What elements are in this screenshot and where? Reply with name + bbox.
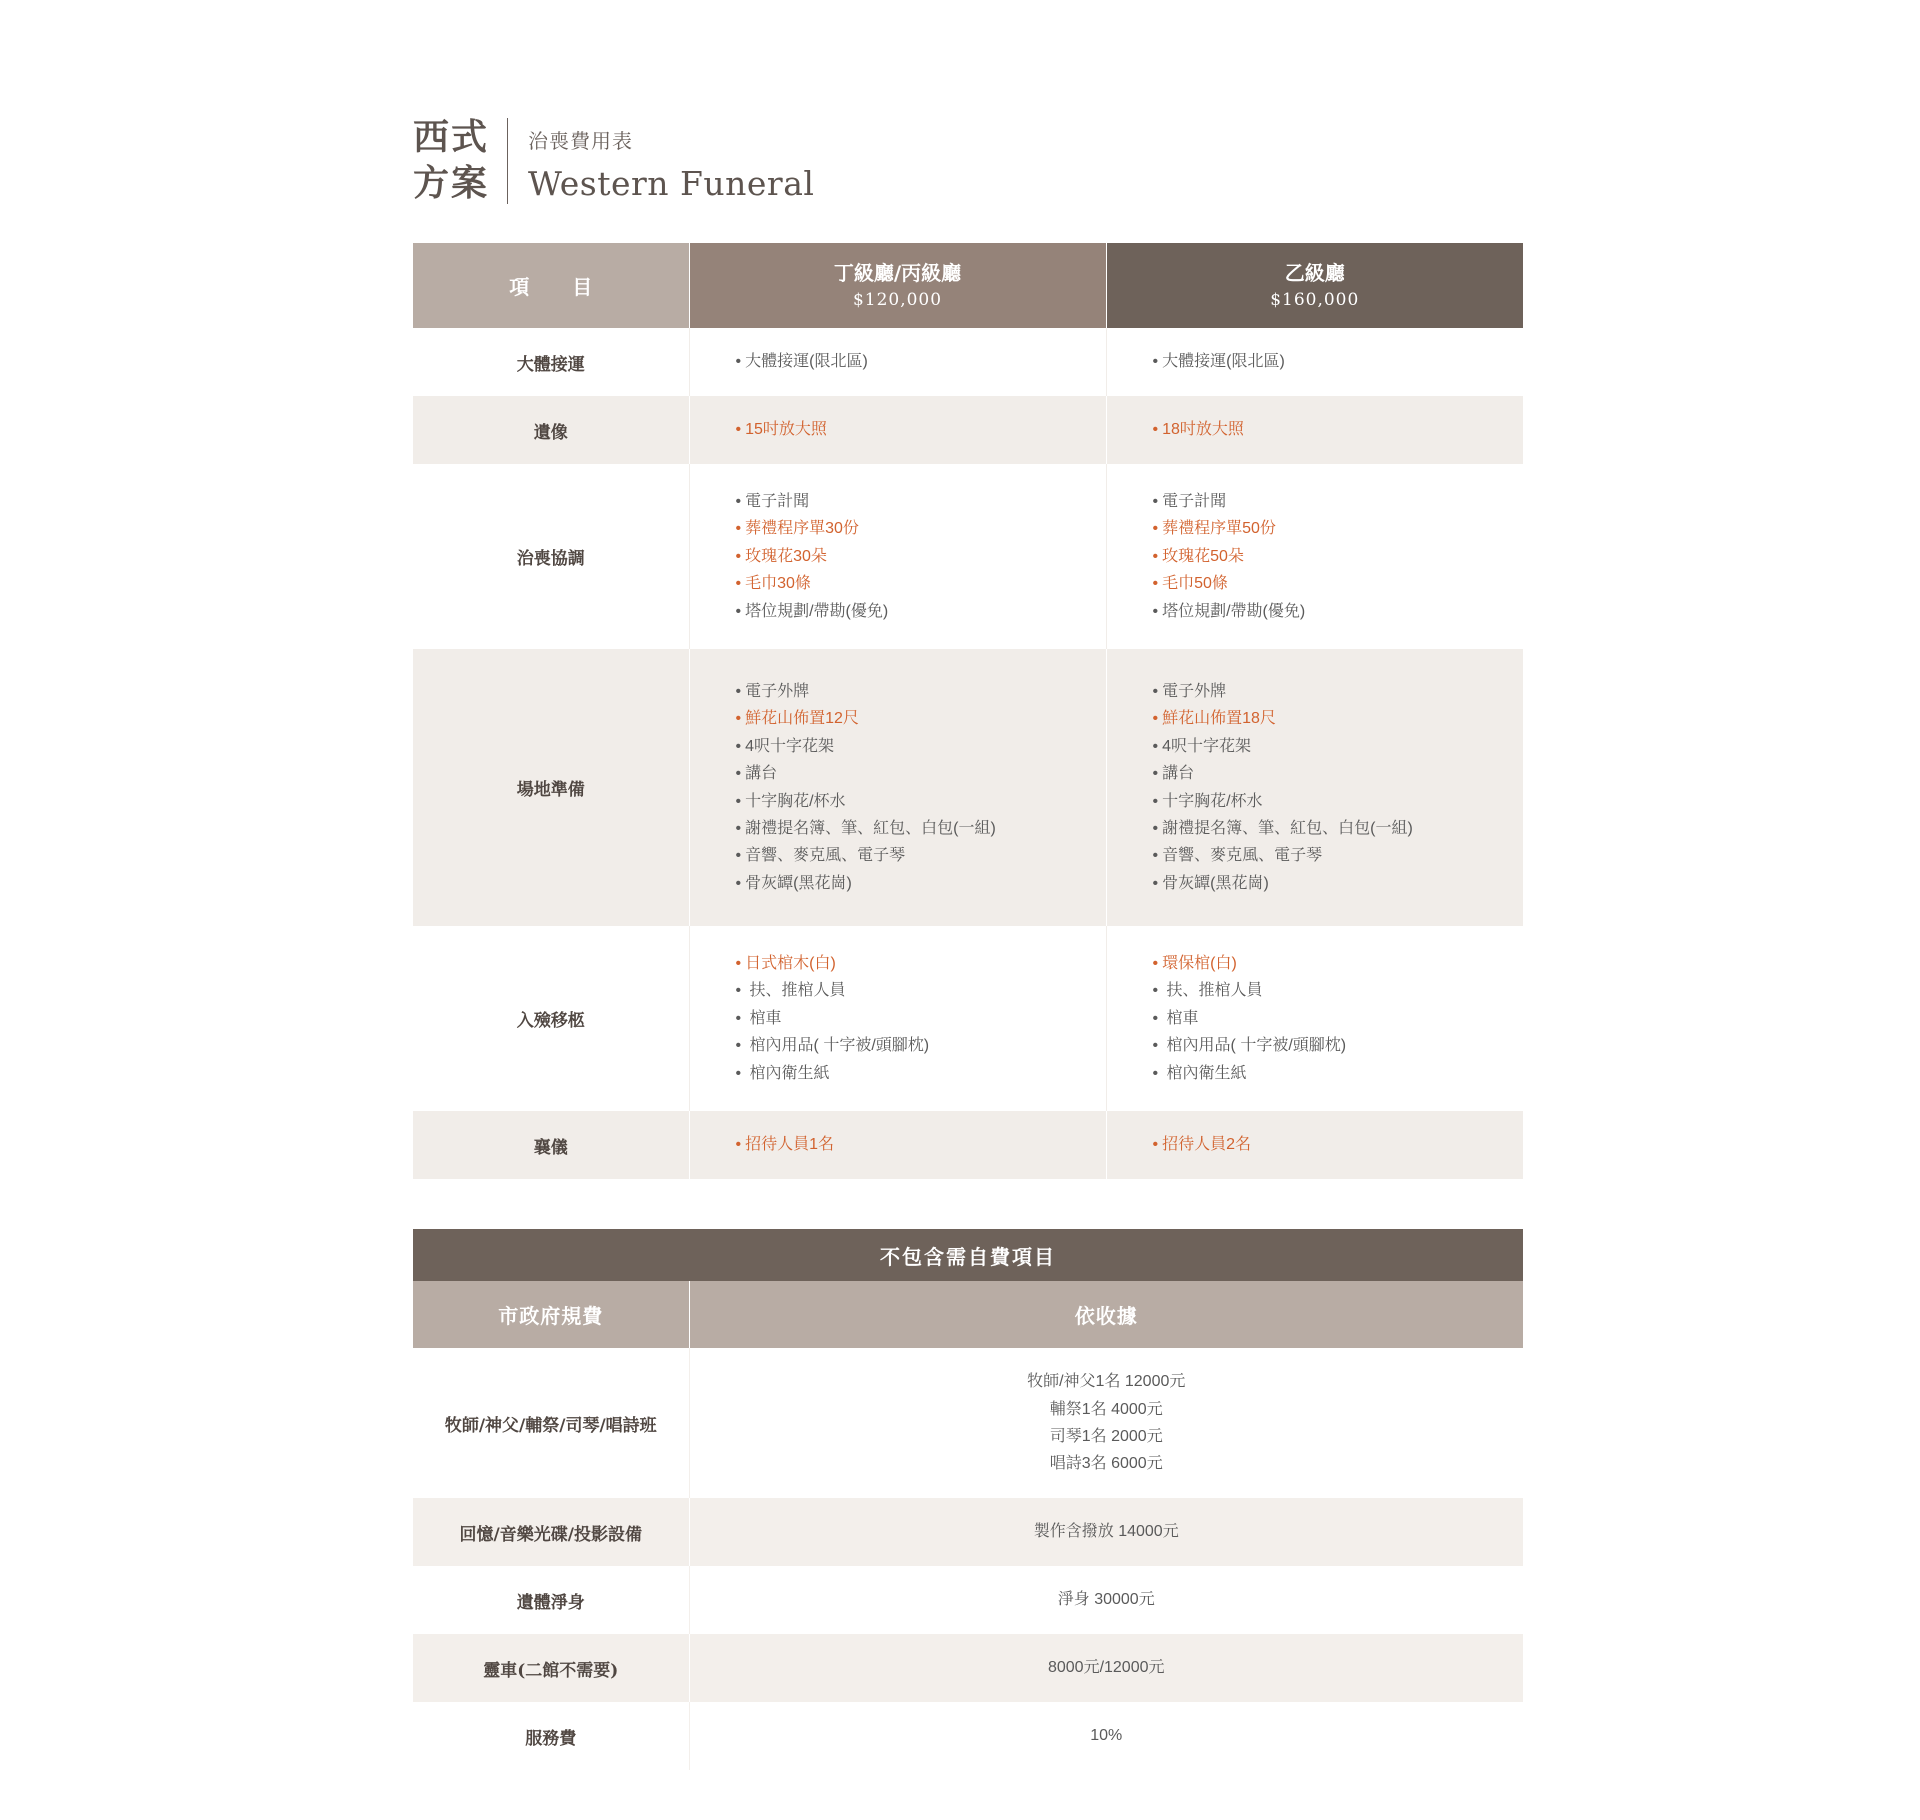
bullet-icon: • bbox=[1152, 982, 1159, 1000]
list-item bbox=[1153, 515, 1524, 542]
list-item bbox=[1153, 598, 1524, 625]
plan-2-cell bbox=[1106, 649, 1523, 926]
list-item-text: 玫瑰花50朵 bbox=[1162, 547, 1244, 565]
extra-row-label: 回憶/音樂光碟/投影設備 bbox=[413, 1498, 689, 1566]
list-item bbox=[1153, 705, 1524, 732]
list-item bbox=[736, 543, 1106, 570]
list-item bbox=[736, 760, 1106, 787]
list-item-text: 電子計聞 bbox=[745, 492, 810, 510]
extra-header-left: 市政府規費 bbox=[413, 1281, 689, 1348]
plan-header-row bbox=[413, 243, 1523, 328]
row-label: 治喪協調 bbox=[516, 549, 585, 569]
extra-row-value bbox=[689, 1634, 1523, 1702]
list-item-text: 十字胸花/杯水 bbox=[1162, 792, 1263, 810]
list-item bbox=[1153, 977, 1524, 1004]
bullet-icon: • bbox=[1152, 353, 1159, 371]
extra-row-label: 牧師/神父/輔祭/司琴/唱詩班 bbox=[444, 1415, 657, 1436]
plan-2-price: $160,000 bbox=[1270, 289, 1360, 310]
bullet-icon: • bbox=[735, 982, 742, 1000]
list-item-text: 電子計聞 bbox=[1162, 492, 1227, 510]
list-item bbox=[736, 488, 1106, 515]
bullet-icon: • bbox=[1152, 765, 1159, 783]
bullet-icon: • bbox=[1152, 1064, 1159, 1082]
subtitle: 治喪費用表 bbox=[528, 131, 633, 153]
plan-1-cell bbox=[689, 649, 1106, 926]
title-cn-line1: 西式 bbox=[413, 116, 490, 158]
list-item-text: 招待人員1名 bbox=[745, 1136, 835, 1154]
list-item bbox=[1153, 1060, 1524, 1087]
extra-row bbox=[413, 1498, 1523, 1566]
list-item-text: 塔位規劃/帶勘(優免) bbox=[1162, 602, 1306, 620]
list-item-text: 葬禮程序單30份 bbox=[745, 520, 859, 538]
list-item-text: 大體接運(限北區) bbox=[1162, 353, 1285, 371]
list-item-text: 棺內用品( 十字被/頭腳枕) bbox=[745, 1037, 930, 1055]
bullet-icon: • bbox=[735, 1037, 742, 1055]
list-item-text: 講台 bbox=[745, 765, 778, 783]
bullet-icon: • bbox=[735, 602, 742, 620]
list-item-text: 電子外牌 bbox=[1162, 682, 1227, 700]
list-item bbox=[1153, 488, 1524, 515]
list-item bbox=[736, 598, 1106, 625]
bullet-icon: • bbox=[735, 1136, 742, 1154]
list-item-text: 15吋放大照 bbox=[745, 421, 827, 439]
extra-header-row bbox=[413, 1281, 1523, 1348]
bullet-icon: • bbox=[735, 1064, 742, 1082]
list-item bbox=[736, 1032, 1106, 1059]
column-header-plan-1 bbox=[689, 243, 1106, 328]
list-item-text: 毛巾30條 bbox=[745, 575, 811, 593]
list-item bbox=[736, 788, 1106, 815]
bullet-icon: • bbox=[1152, 1009, 1159, 1027]
title-en-block bbox=[528, 116, 814, 204]
list-item-text: 塔位規劃/帶勘(優免) bbox=[745, 602, 889, 620]
list-item-text: 棺內用品( 十字被/頭腳枕) bbox=[1162, 1037, 1347, 1055]
plan-row bbox=[413, 649, 1523, 926]
row-label: 遺像 bbox=[413, 396, 689, 464]
plan-body bbox=[413, 328, 1523, 1179]
plan-2-name: 乙級廳 bbox=[1284, 260, 1345, 285]
extra-value-line: 司琴1名 2000元 bbox=[1049, 1428, 1163, 1445]
extra-value-line: 淨身 30000元 bbox=[1057, 1591, 1155, 1609]
bullet-icon: • bbox=[1152, 547, 1159, 565]
plan-2-cell bbox=[1106, 464, 1523, 649]
bullet-icon: • bbox=[735, 874, 742, 892]
bullet-icon: • bbox=[1152, 421, 1159, 439]
list-item-text: 葬禮程序單50份 bbox=[1162, 520, 1276, 538]
list-item-text: 玫瑰花30朵 bbox=[745, 547, 827, 565]
row-label: 襄儀 bbox=[413, 1111, 689, 1179]
list-item-text: 鮮花山佈置18尺 bbox=[1162, 710, 1276, 728]
extra-title-row bbox=[413, 1229, 1523, 1281]
list-item-text: 謝禮提名簿、筆、紅包、白包(一組) bbox=[1162, 819, 1413, 837]
extra-row-value bbox=[689, 1348, 1523, 1498]
list-item bbox=[736, 515, 1106, 542]
extra-value-line: 製作含撥放 14000元 bbox=[1033, 1523, 1179, 1541]
bullet-icon: • bbox=[735, 954, 742, 972]
bullet-icon: • bbox=[1152, 710, 1159, 728]
list-item-text: 扶、推棺人員 bbox=[745, 982, 846, 1000]
list-item-text: 骨灰罈(黑花崗) bbox=[745, 874, 852, 892]
bullet-icon: • bbox=[735, 1009, 742, 1027]
row-label: 場地準備 bbox=[413, 649, 689, 926]
list-item bbox=[736, 705, 1106, 732]
bullet-icon: • bbox=[735, 847, 742, 865]
list-item-text: 4呎十字花架 bbox=[745, 737, 835, 755]
list-item bbox=[1153, 842, 1524, 869]
extra-row-label: 服務費 bbox=[525, 1728, 577, 1749]
list-item bbox=[736, 416, 1106, 443]
bullet-icon: • bbox=[1152, 954, 1159, 972]
extra-value-line: 10% bbox=[1090, 1727, 1123, 1745]
plan-1-cell bbox=[689, 926, 1106, 1111]
bullet-icon: • bbox=[735, 765, 742, 783]
bullet-icon: • bbox=[1152, 792, 1159, 810]
list-item bbox=[1153, 416, 1524, 443]
list-item-text: 音響、麥克風、電子琴 bbox=[745, 847, 906, 865]
extra-body bbox=[413, 1229, 1523, 1770]
bullet-icon: • bbox=[735, 547, 742, 565]
title-cn-line2: 方案 bbox=[413, 162, 490, 204]
list-item-text: 日式棺木(白) bbox=[745, 954, 836, 972]
plan-1-cell bbox=[689, 1111, 1106, 1179]
list-item bbox=[1153, 788, 1524, 815]
bullet-icon: • bbox=[1152, 1037, 1159, 1055]
extra-header-right: 依收據 bbox=[689, 1281, 1523, 1348]
bullet-icon: • bbox=[735, 792, 742, 810]
list-item bbox=[736, 570, 1106, 597]
extra-value-line: 輔祭1名 4000元 bbox=[1049, 1400, 1163, 1418]
extra-row-value bbox=[689, 1702, 1523, 1770]
bullet-icon: • bbox=[1152, 1136, 1159, 1154]
bullet-icon: • bbox=[1152, 682, 1159, 700]
bullet-icon: • bbox=[1152, 492, 1159, 510]
bullet-icon: • bbox=[735, 421, 742, 439]
extra-fees-table bbox=[413, 1229, 1523, 1770]
bullet-icon: • bbox=[1152, 847, 1159, 865]
bullet-icon: • bbox=[735, 520, 742, 538]
extra-value-line: 唱詩3名 6000元 bbox=[1049, 1455, 1163, 1473]
list-item-text: 4呎十字花架 bbox=[1162, 737, 1252, 755]
plan-1-cell bbox=[689, 396, 1106, 464]
bullet-icon: • bbox=[735, 682, 742, 700]
list-item bbox=[736, 950, 1106, 977]
plan-1-cell bbox=[689, 464, 1106, 649]
bullet-icon: • bbox=[735, 737, 742, 755]
plan-row bbox=[413, 396, 1523, 464]
bullet-icon: • bbox=[1152, 819, 1159, 837]
list-item-text: 講台 bbox=[1162, 765, 1195, 783]
plan-row bbox=[413, 926, 1523, 1111]
list-item-text: 鮮花山佈置12尺 bbox=[745, 710, 859, 728]
plan-1-cell bbox=[689, 328, 1106, 396]
list-item bbox=[1153, 760, 1524, 787]
extra-row-label: 靈車(二館不需要) bbox=[413, 1634, 689, 1702]
bullet-icon: • bbox=[735, 353, 742, 371]
plan-2-cell bbox=[1106, 926, 1523, 1111]
extra-row bbox=[413, 1348, 1523, 1498]
list-item-text: 謝禮提名簿、筆、紅包、白包(一組) bbox=[745, 819, 996, 837]
list-item bbox=[736, 870, 1106, 897]
list-item-text: 18吋放大照 bbox=[1162, 421, 1244, 439]
page-header bbox=[413, 116, 814, 204]
list-item bbox=[1153, 950, 1524, 977]
extra-row bbox=[413, 1702, 1523, 1770]
list-item bbox=[736, 977, 1106, 1004]
list-item-text: 骨灰罈(黑花崗) bbox=[1162, 874, 1269, 892]
bullet-icon: • bbox=[1152, 575, 1159, 593]
list-item-text: 招待人員2名 bbox=[1162, 1136, 1252, 1154]
plan-row bbox=[413, 464, 1523, 649]
list-item-text: 毛巾50條 bbox=[1162, 575, 1228, 593]
plan-2-cell bbox=[1106, 328, 1523, 396]
plan-2-cell bbox=[1106, 396, 1523, 464]
list-item bbox=[736, 842, 1106, 869]
list-item bbox=[1153, 1131, 1524, 1158]
list-item bbox=[1153, 733, 1524, 760]
row-label: 入殮移柩 bbox=[516, 1011, 585, 1031]
extra-row-value bbox=[689, 1498, 1523, 1566]
extra-value-line: 8000元/12000元 bbox=[1047, 1659, 1165, 1677]
list-item-text: 扶、推棺人員 bbox=[1162, 982, 1263, 1000]
list-item bbox=[1153, 870, 1524, 897]
list-item bbox=[736, 815, 1106, 842]
title-en: Western Funeral bbox=[528, 164, 815, 203]
bullet-icon: • bbox=[735, 492, 742, 510]
bullet-icon: • bbox=[1152, 737, 1159, 755]
title-cn bbox=[413, 116, 491, 204]
list-item-text: 棺車 bbox=[1162, 1009, 1199, 1027]
bullet-icon: • bbox=[1152, 602, 1159, 620]
bullet-icon: • bbox=[735, 819, 742, 837]
extra-title: 不包含需自費項目 bbox=[413, 1229, 1523, 1281]
plan-row bbox=[413, 1111, 1523, 1179]
list-item bbox=[736, 348, 1106, 375]
list-item bbox=[736, 1060, 1106, 1087]
list-item bbox=[1153, 348, 1524, 375]
list-item-text: 環保棺(白) bbox=[1162, 954, 1237, 972]
extra-row bbox=[413, 1634, 1523, 1702]
list-item bbox=[1153, 678, 1524, 705]
extra-value-line: 牧師/神父1名 12000元 bbox=[1027, 1373, 1186, 1391]
list-item-text: 十字胸花/杯水 bbox=[745, 792, 846, 810]
bullet-icon: • bbox=[735, 575, 742, 593]
header-divider bbox=[507, 118, 508, 204]
plan-2-cell bbox=[1106, 1111, 1523, 1179]
list-item-text: 棺車 bbox=[745, 1009, 782, 1027]
row-label: 大體接運 bbox=[516, 354, 585, 375]
plan-row bbox=[413, 328, 1523, 396]
list-item bbox=[736, 733, 1106, 760]
list-item-text: 棺內衛生紙 bbox=[745, 1064, 830, 1082]
list-item bbox=[1153, 815, 1524, 842]
extra-row-value bbox=[689, 1566, 1523, 1634]
column-header-item: 項 目 bbox=[413, 243, 689, 328]
list-item-text: 電子外牌 bbox=[745, 682, 810, 700]
list-item-text: 棺內衛生紙 bbox=[1162, 1064, 1247, 1082]
list-item-text: 大體接運(限北區) bbox=[745, 353, 868, 371]
plan-table bbox=[413, 243, 1523, 1179]
bullet-icon: • bbox=[735, 710, 742, 728]
list-item bbox=[1153, 570, 1524, 597]
list-item bbox=[1153, 543, 1524, 570]
bullet-icon: • bbox=[1152, 520, 1159, 538]
list-item bbox=[736, 1005, 1106, 1032]
list-item-text: 音響、麥克風、電子琴 bbox=[1162, 847, 1323, 865]
plan-1-price: $120,000 bbox=[852, 289, 943, 310]
bullet-icon: • bbox=[1152, 874, 1159, 892]
extra-row bbox=[413, 1566, 1523, 1634]
list-item bbox=[736, 678, 1106, 705]
extra-row-label: 遺體淨身 bbox=[516, 1592, 585, 1613]
list-item bbox=[736, 1131, 1106, 1158]
plan-1-name: 丁級廳/丙級廳 bbox=[833, 260, 962, 285]
column-header-plan-2 bbox=[1106, 243, 1523, 328]
list-item bbox=[1153, 1032, 1524, 1059]
list-item bbox=[1153, 1005, 1524, 1032]
